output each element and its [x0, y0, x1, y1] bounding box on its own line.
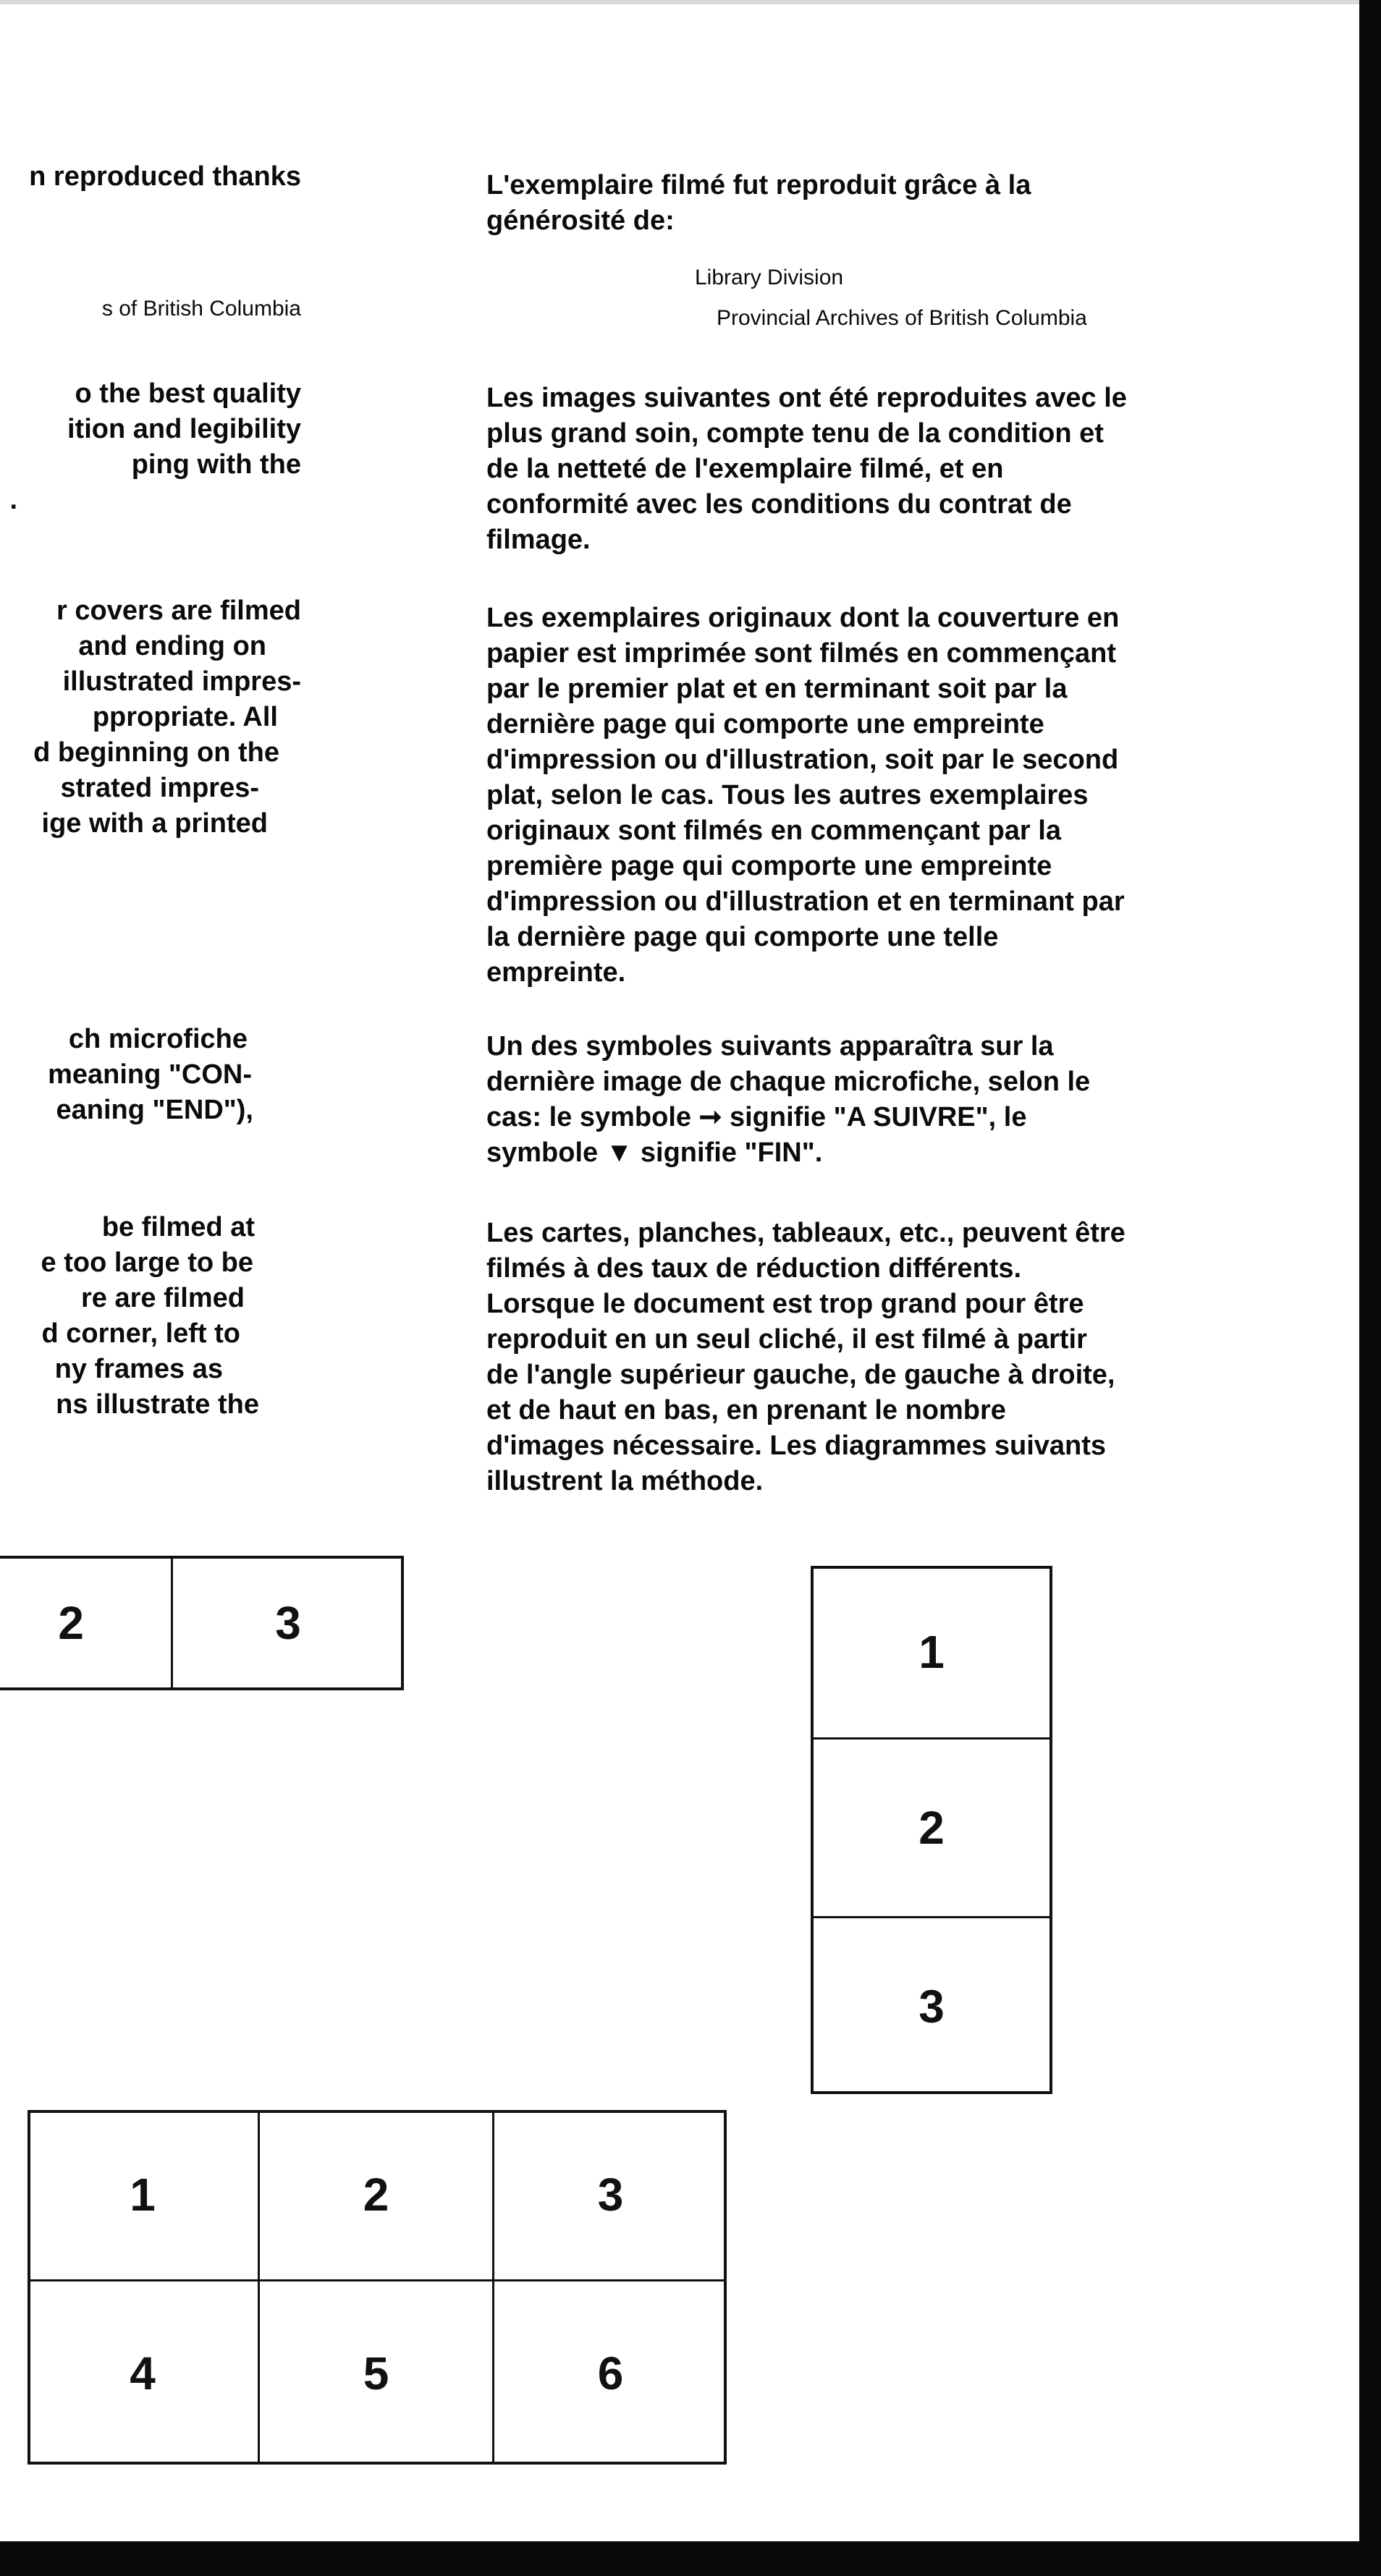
text-line: papier est imprimée sont filmés en commençant [486, 638, 1117, 669]
text-line: d corner, left to [41, 1318, 240, 1349]
page-right-border [1359, 0, 1381, 2576]
text-line: Library Division [695, 266, 844, 289]
text-line: re are filmed [81, 1283, 245, 1313]
text-line: originaux sont filmés en commençant par la [486, 815, 1061, 846]
text-line: s of British Columbia [101, 297, 301, 321]
text-line: la dernière page qui comporte une telle [486, 922, 999, 952]
text-line: plus grand soin, compte tenu de la condition et [486, 418, 1104, 449]
text-line: d'images nécessaire. Les diagrammes suivants [486, 1431, 1107, 1461]
text-line: générosité de: [486, 206, 675, 236]
text-line: ch microfiche [68, 1024, 248, 1054]
text-line: L'exemplaire filmé fut reproduit grâce à la [486, 170, 1031, 200]
text-line: Un des symboles suivants apparaîtra sur la [486, 1031, 1054, 1062]
text-line: eaning "END"), [56, 1095, 253, 1125]
diagram-cell: 2 [58, 1597, 84, 1649]
text-line: empreinte. [486, 957, 626, 988]
diagram-cell: 5 [363, 2347, 389, 2399]
text-line: Les images suivantes ont été reproduites avec le [486, 383, 1127, 413]
text-line: ppropriate. All [92, 702, 278, 732]
text-line: ny frames as [54, 1354, 223, 1384]
diagram-cell: 1 [918, 1625, 945, 1678]
text-line: ping with the [131, 449, 301, 480]
diagram-cell: 2 [363, 2169, 389, 2221]
text-line: e too large to be [41, 1247, 253, 1278]
text-line: reproduit en un seul cliché, il est filmé à partir [486, 1324, 1087, 1355]
text-line: meaning "CON- [48, 1059, 252, 1090]
text-line: de l'angle supérieur gauche, de gauche à droite, [486, 1360, 1115, 1390]
diagram-cell: 2 [918, 1802, 945, 1854]
diagram-cell: 3 [597, 2169, 624, 2221]
text-line: ition and legibility [67, 414, 301, 444]
diagram-cell: 1 [130, 2169, 156, 2221]
text-line: de la netteté de l'exemplaire filmé, et en [486, 454, 1004, 484]
text-line: Provincial Archives of British Columbia [717, 306, 1087, 330]
text-line: plat, selon le cas. Tous les autres exemplaires [486, 780, 1089, 810]
text-line: illustrent la méthode. [486, 1466, 764, 1496]
page-top-edge [0, 0, 1359, 4]
text-line: conformité avec les conditions du contrat de [486, 489, 1072, 520]
text-line: ige with a printed [41, 808, 268, 839]
text-line: Les cartes, planches, tableaux, etc., peuvent être [486, 1218, 1126, 1248]
text-line: Lorsque le document est trop grand pour être [486, 1289, 1084, 1319]
text-line: be filmed at [101, 1212, 255, 1242]
diagram-cell: 6 [597, 2347, 624, 2399]
diagram-cell: 3 [918, 1980, 945, 2033]
text-line: dernière image de chaque microfiche, selon le [486, 1067, 1091, 1097]
text-line: d beginning on the [33, 737, 279, 768]
page-bottom-border [0, 2541, 1381, 2576]
text-line: d'impression ou d'illustration et en terminant par [486, 886, 1125, 917]
text-line: . [9, 485, 17, 515]
diagram-cell: 4 [130, 2347, 156, 2399]
text-line: symbole ▼ signifie "FIN". [486, 1137, 823, 1168]
diagram-cell: 3 [275, 1597, 301, 1649]
text-line: et de haut en bas, en prenant le nombre [486, 1395, 1006, 1425]
text-line: dernière page qui comporte une empreinte [486, 709, 1044, 740]
text-line: d'impression ou d'illustration, soit par le second [486, 745, 1119, 775]
text-line: strated impres- [60, 773, 259, 803]
text-line: r covers are filmed [56, 596, 301, 626]
text-line: première page qui comporte une empreinte [486, 851, 1052, 881]
text-line: o the best quality [75, 378, 301, 409]
text-line: n reproduced thanks [29, 161, 301, 192]
text-line: ns illustrate the [56, 1389, 259, 1420]
text-line: par le premier plat et en terminant soit par la [486, 674, 1068, 704]
text-line: cas: le symbole ➞ signifie "A SUIVRE", le [486, 1102, 1027, 1132]
text-line: filmés à des taux de réduction différents. [486, 1253, 1022, 1284]
text-line: filmage. [486, 525, 591, 555]
text-line: and ending on [78, 631, 266, 661]
text-line: illustrated impres- [62, 666, 301, 697]
text-line: Les exemplaires originaux dont la couverture en [486, 603, 1120, 633]
